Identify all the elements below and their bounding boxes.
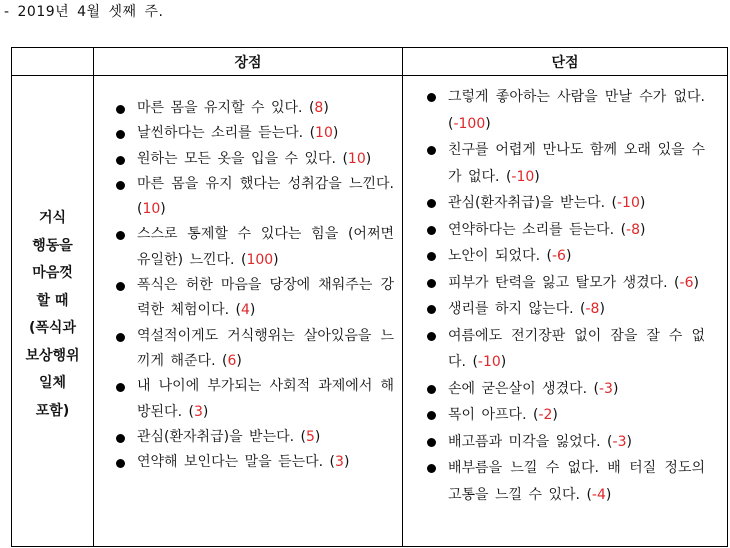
bullet-icon <box>116 434 125 443</box>
paren-open: ( <box>309 125 316 142</box>
bullet-icon <box>116 181 125 190</box>
paren-open: ( <box>472 354 478 370</box>
item-text: 스스로 통제할 수 있다는 힘을 (어쩌면 유일한) 느낀다. <box>137 226 394 268</box>
item-text: 목이 아프다. <box>448 407 527 423</box>
paren-close: ) <box>500 354 507 370</box>
item-text: 연약하다는 소리를 듣는다. <box>448 221 615 238</box>
paren-close: ) <box>160 201 166 218</box>
paren-close: ) <box>612 380 619 397</box>
item-text: 그렇게 좋아하는 사람을 만날 수가 없다. <box>448 89 705 105</box>
item-score: 10 <box>347 150 366 167</box>
item-text: 친구를 어렵게 만나도 함께 오래 있을 수가 없다. <box>448 142 705 185</box>
paren-open: ( <box>586 486 592 503</box>
document-heading: - 2019년 4월 셋째 주. <box>4 4 164 20</box>
paren-open: ( <box>505 168 512 185</box>
list-item <box>116 121 394 146</box>
list-item <box>427 217 705 244</box>
item-score: 10 <box>315 125 333 142</box>
item-text: 배고픔과 미각을 잃었다. <box>448 433 601 450</box>
paren-close: ) <box>485 115 491 132</box>
paren-close: ) <box>202 403 209 420</box>
bullet-icon <box>116 231 125 240</box>
bullet-icon <box>116 459 125 468</box>
list-item <box>427 323 705 376</box>
paren-open: ( <box>235 302 241 319</box>
list-item <box>427 84 705 137</box>
item-text: 연약해 보인다는 말을 듣는다. <box>137 454 324 471</box>
paren-open: ( <box>329 454 336 471</box>
paren-open: ( <box>674 274 680 291</box>
header-cons: 단점 <box>403 48 728 76</box>
bullet-icon <box>116 156 125 165</box>
list-item <box>116 425 394 450</box>
item-score: -10 <box>511 168 535 185</box>
bullet-icon <box>116 105 125 114</box>
bullet-icon <box>427 279 436 288</box>
item-text: 마른 몸을 유지 했다는 성취감을 느낀다. <box>137 175 394 192</box>
row-label-line: 마음껏 <box>32 265 73 281</box>
row-label-line: 할 때 <box>36 292 69 309</box>
item-text: 생리를 하지 않는다. <box>448 301 574 317</box>
cons-list <box>427 84 705 508</box>
paren-open: ( <box>532 407 539 423</box>
paren-open: ( <box>546 248 552 264</box>
bullet-icon <box>427 146 436 155</box>
list-item <box>116 374 394 425</box>
item-text: 여름에도 전기장판 없이 잠을 잘 수 없다. <box>448 327 705 370</box>
item-text: 내 나이에 부가되는 사회적 과제에서 해방된다. <box>137 378 394 420</box>
bullet-icon <box>116 333 125 342</box>
paren-open: ( <box>188 403 194 420</box>
paren-open: ( <box>221 352 228 369</box>
item-score: -6 <box>551 248 566 264</box>
item-score: 5 <box>306 428 315 445</box>
list-item <box>427 243 705 270</box>
pros-list <box>116 96 394 475</box>
paren-close: ) <box>332 125 339 142</box>
item-text: 역설적이게도 거식행위는 살아있음을 느끼게 해준다. <box>137 327 394 369</box>
item-text: 폭식은 허한 마음을 당장에 채워주는 강력한 체험이다. <box>137 277 394 319</box>
item-score: -10 <box>477 354 501 370</box>
item-text: 마른 몸을 유지할 수 있다. <box>137 100 303 116</box>
row-label-line: 행동을 <box>32 237 73 254</box>
table-header-row <box>12 48 728 76</box>
item-score: 100 <box>246 251 274 268</box>
list-item <box>427 190 705 217</box>
row-label-line: 일체 <box>38 375 67 391</box>
table-body-row <box>12 76 728 547</box>
paren-open: ( <box>607 433 613 450</box>
list-item <box>427 429 705 456</box>
pros-cell <box>94 76 403 547</box>
list-item <box>427 296 705 323</box>
paren-close: ) <box>552 407 558 423</box>
bullet-icon <box>116 130 125 139</box>
paren-close: ) <box>236 352 242 369</box>
bullet-icon <box>427 464 436 473</box>
list-item <box>116 172 394 223</box>
paren-close: ) <box>599 301 605 317</box>
bullet-icon <box>427 332 436 341</box>
paren-close: ) <box>365 150 372 167</box>
list-item <box>116 147 394 172</box>
row-label-line: 보상행위 <box>25 347 80 364</box>
item-text: 관심(환자취급)을 받는다. <box>137 428 295 445</box>
item-score: -2 <box>538 407 553 423</box>
list-item <box>427 376 705 403</box>
item-text: 노안이 되었다. <box>448 248 541 264</box>
item-score: -3 <box>599 380 613 397</box>
list-item <box>427 137 705 190</box>
paren-close: ) <box>605 486 612 503</box>
paren-open: ( <box>593 380 599 397</box>
paren-close: ) <box>626 433 632 450</box>
header-empty-cell <box>12 48 94 76</box>
paren-open: ( <box>240 251 247 268</box>
bullet-icon <box>427 226 436 235</box>
bullet-icon <box>427 93 436 102</box>
list-item <box>116 222 394 273</box>
bullet-icon <box>427 385 436 394</box>
paren-close: ) <box>639 195 646 211</box>
paren-close: ) <box>323 100 329 116</box>
bullet-icon <box>427 411 436 420</box>
list-item <box>427 402 705 429</box>
bullet-icon <box>427 305 436 314</box>
item-text: 피부가 탄력을 잃고 탈모가 생겼다. <box>448 274 668 291</box>
bullet-icon <box>427 252 436 261</box>
pros-cons-table <box>11 47 728 547</box>
item-text: 손에 굳은살이 생겼다. <box>448 380 588 397</box>
item-text: 날씬하다는 소리를 듣는다. <box>137 125 304 142</box>
row-label <box>12 76 94 547</box>
item-score: 6 <box>227 352 237 369</box>
item-score: -8 <box>585 301 600 317</box>
row-label-line: (폭식과 <box>29 320 76 336</box>
list-item <box>427 270 705 297</box>
item-score: -6 <box>679 274 694 291</box>
item-score: 4 <box>240 302 250 319</box>
paren-open: ( <box>448 115 454 132</box>
bullet-icon <box>427 438 436 447</box>
paren-close: ) <box>534 168 540 185</box>
list-item <box>116 273 394 324</box>
paren-close: ) <box>343 454 350 471</box>
bullet-icon <box>427 199 436 208</box>
paren-open: ( <box>611 195 617 211</box>
item-text: 원하는 모든 옷을 입을 수 있다. <box>137 150 336 167</box>
paren-close: ) <box>565 248 572 264</box>
item-score: -4 <box>591 486 606 503</box>
item-score: -3 <box>612 433 627 450</box>
item-score: 8 <box>314 100 324 116</box>
item-score: 10 <box>142 201 161 218</box>
paren-close: ) <box>273 251 279 268</box>
paren-open: ( <box>137 201 143 218</box>
item-score: -8 <box>626 221 641 238</box>
item-score: 3 <box>335 454 344 471</box>
list-item <box>116 450 394 475</box>
row-label-line: 거식 <box>38 210 67 226</box>
list-item <box>116 324 394 375</box>
paren-close: ) <box>693 274 699 291</box>
item-score: -100 <box>453 115 486 132</box>
header-pros: 장점 <box>94 48 403 76</box>
paren-open: ( <box>308 100 315 116</box>
paren-close: ) <box>249 302 256 319</box>
list-item <box>427 455 705 508</box>
bullet-icon <box>116 383 125 392</box>
paren-close: ) <box>640 221 646 238</box>
paren-open: ( <box>580 301 586 317</box>
item-score: 3 <box>193 403 203 420</box>
bullet-icon <box>116 282 125 291</box>
list-item <box>116 96 394 121</box>
paren-close: ) <box>314 428 321 445</box>
item-text: 배부름을 느낄 수 없다. 배 터질 정도의 고통을 느낄 수 있다. <box>448 460 705 503</box>
cons-cell <box>403 76 728 547</box>
paren-open: ( <box>620 221 627 238</box>
item-score: -10 <box>617 195 640 211</box>
row-label-line: 포함) <box>35 402 70 419</box>
paren-open: ( <box>342 150 348 167</box>
item-text: 관심(환자취급)을 받는다. <box>448 195 606 211</box>
paren-open: ( <box>300 428 306 445</box>
